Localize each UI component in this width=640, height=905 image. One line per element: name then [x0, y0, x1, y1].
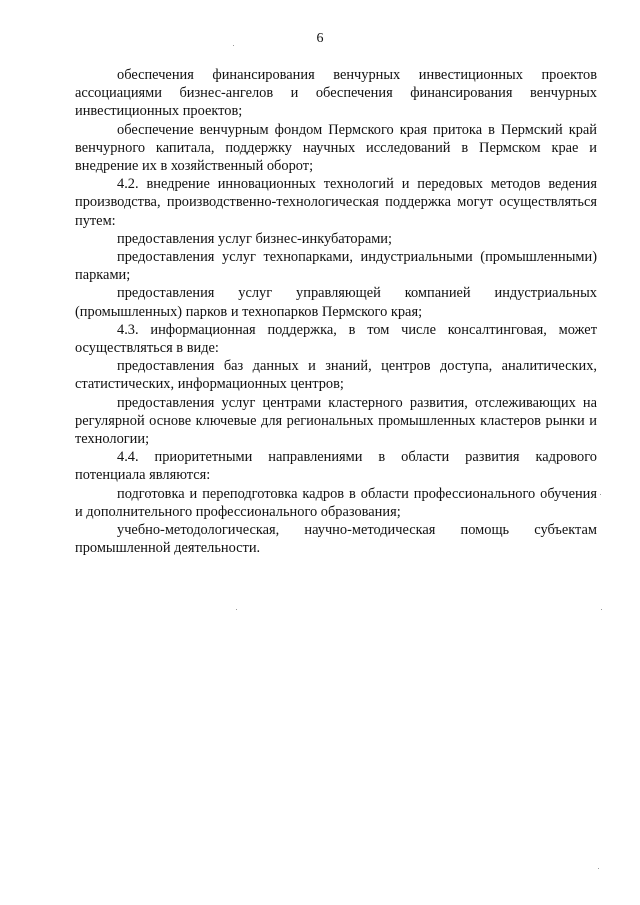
paragraph-technoparks: предоставления услуг технопарками, индустриальными (промышленными) парками; — [75, 249, 597, 284]
paragraph-section-4-4: 4.4. приоритетными направлениями в области развития кадрового потенциала являются: — [75, 449, 597, 484]
paragraph-venture-business-angels: обеспечения финансирования венчурных инвестиционных проектов ассоциациями бизнес-ангелов и обеспечения финансирования венчурных инвестиционных проектов; — [75, 67, 597, 120]
paragraph-databases: предоставления баз данных и знаний, центров доступа, аналитических, статистических, информационных центров; — [75, 358, 597, 393]
paragraph-methodological-help: учебно-методологическая, научно-методическая помощь субъектам промышленной деятельности. — [75, 522, 597, 557]
paragraph-section-4-2: 4.2. внедрение инновационных технологий и передовых методов ведения производства, производственно-технологическая поддержка могут осуществляться путем: — [75, 176, 597, 229]
scan-speck — [598, 868, 599, 869]
paragraph-management-company: предоставления услуг управляющей компанией индустриальных (промышленных) парков и технопарков Пермского края; — [75, 285, 597, 320]
paragraph-section-4-3: 4.3. информационная поддержка, в том числе консалтинговая, может осуществляться в виде: — [75, 321, 597, 357]
paragraph-venture-fund: обеспечение венчурным фондом Пермского края притока в Пермский край венчурного капитала, поддержку научных исследований в Пермском крае и внедрение их в хозяйственный оборот; — [75, 121, 597, 175]
scan-speck — [600, 494, 601, 495]
scan-speck — [236, 609, 237, 610]
document-body — [75, 66, 597, 557]
paragraph-business-incubators: предоставления услуг бизнес-инкубаторами; — [117, 230, 393, 247]
paragraph-training: подготовка и переподготовка кадров в области профессионального обучения и дополнительного профессионального образования; — [75, 485, 597, 520]
scan-speck — [233, 45, 234, 46]
scan-speck — [601, 609, 602, 610]
page-number: 6 — [316, 31, 324, 46]
paragraph-cluster-centers: предоставления услуг центрами кластерного развития, отслеживающих на регулярной основе ключевые для региональных промышленных кластеров рынки и технологии; — [75, 394, 597, 448]
